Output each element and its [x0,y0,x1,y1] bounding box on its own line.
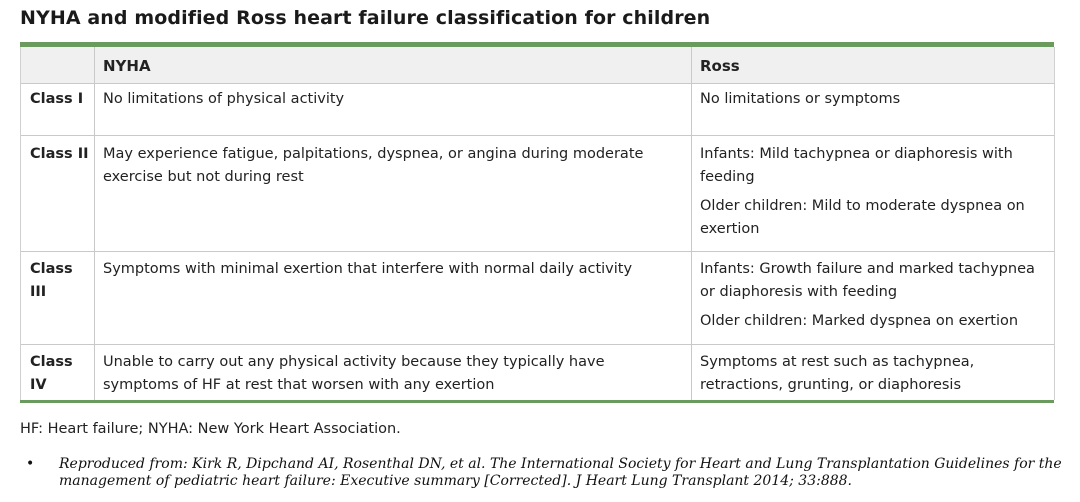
bullet-icon: • [26,456,35,472]
ross-cell [692,135,1055,251]
classification-table [20,47,1055,400]
abbreviations-note: HF: Heart failure; NYHA: New York Heart Association. [20,421,401,437]
table-row-class-iv [21,344,1055,400]
header-class [21,47,95,83]
ross-line: No limitations or symptoms [700,90,901,107]
ross-line-older-children: Older children: Marked dyspnea on exertion [700,312,1019,329]
page-title: NYHA and modified Ross heart failure classification for children [20,7,711,29]
header-nyha: NYHA [95,47,692,83]
ross-line-older-children: Older children: Mild to moderate dyspnea on exertion [700,197,1025,237]
reference-text: Reproduced from: Kirk R, Dipchand AI, Rosenthal DN, et al. The International Society for Heart and Lung Transplantation Guidelines for the management of pediatric heart failure: Executive summary [Corrected]. J Heart Lung Transplant 2014; 33:888. [59,456,1062,489]
nyha-cell: Unable to carry out any physical activity because they typically have symptoms of HF at rest that worsen with any exertion [95,344,692,400]
ross-line-infants: Infants: Mild tachypnea or diaphoresis with feeding [700,145,1013,185]
class-label: Class IV [21,344,95,400]
reference-citation [26,456,1066,490]
nyha-cell: May experience fatigue, palpitations, dyspnea, or angina during moderate exercise but not during rest [95,135,692,251]
classification-table-container [20,42,1054,403]
nyha-cell: No limitations of physical activity [95,83,692,135]
table-bottom-rule [20,400,1054,403]
ross-line: Symptoms at rest such as tachypnea, retractions, grunting, or diaphoresis [700,353,975,393]
ross-cell [692,344,1055,400]
nyha-cell: Symptoms with minimal exertion that interfere with normal daily activity [95,251,692,344]
class-label: Class III [21,251,95,344]
class-label: Class II [21,135,95,251]
header-ross: Ross [692,47,1055,83]
ross-line-infants: Infants: Growth failure and marked tachypnea or diaphoresis with feeding [700,260,1035,300]
table-row-class-iii [21,251,1055,344]
table-header-row [21,47,1055,83]
ross-cell [692,251,1055,344]
table-row-class-i [21,83,1055,135]
table-row-class-ii [21,135,1055,251]
class-label: Class I [21,83,95,135]
ross-cell [692,83,1055,135]
